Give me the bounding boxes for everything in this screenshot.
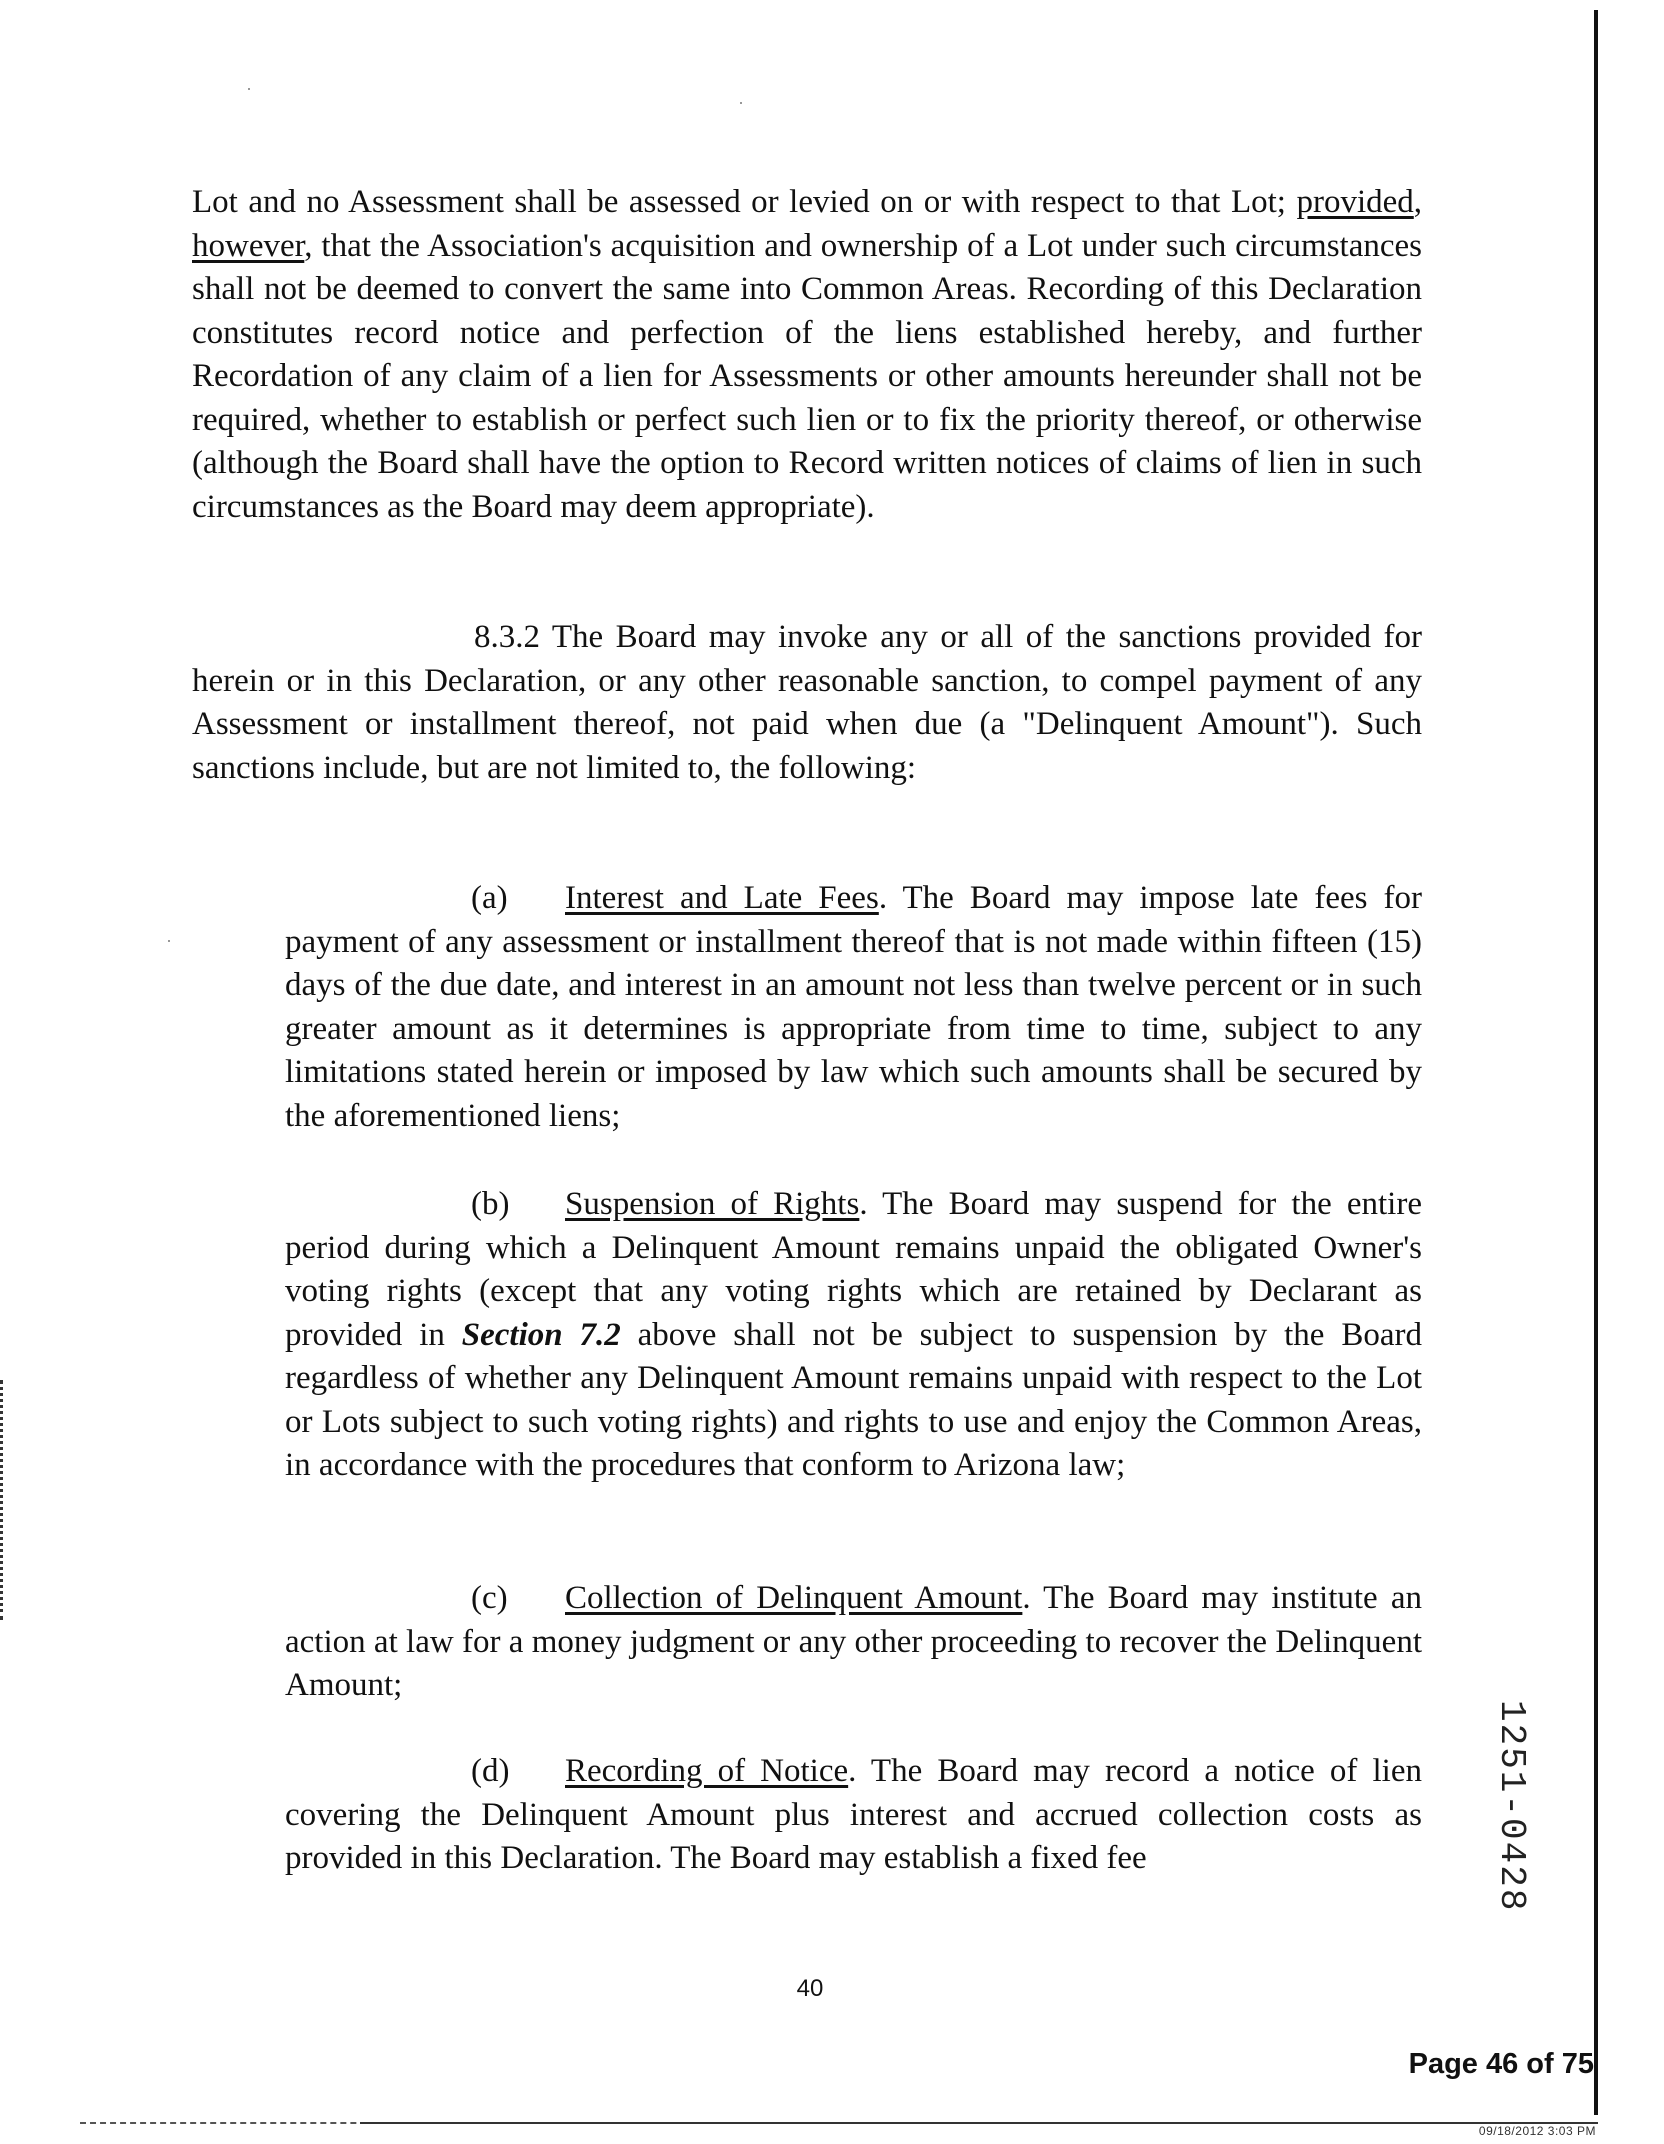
item-c-title: Collection of Delinquent Amount bbox=[565, 1580, 1023, 1616]
item-d-label: (d) bbox=[471, 1753, 510, 1789]
item-d-title: Recording of Notice bbox=[565, 1753, 849, 1789]
item-c-label: (c) bbox=[471, 1580, 508, 1616]
bottom-solid-rule bbox=[360, 2122, 1598, 2124]
item-b-label: (b) bbox=[471, 1186, 510, 1222]
item-a-text: . The Board may impose late fees for payment of any assessment or installment thereof that is not made within fifteen (15) days of the due date, and interest in an amount not less than twelve percent or in such greater amount as it determines is appropriate from time to time, subject to any limitations stated herein or imposed by law which such amounts shall be secured by the aforementioned liens; bbox=[285, 880, 1423, 1134]
stamp-timestamp: 09/18/2012 3:03 PM bbox=[1478, 2124, 1596, 2138]
however-term: however bbox=[192, 227, 305, 264]
paragraph-1-text: Lot and no Assessment shall be assessed or levied on or with respect to that Lot; bbox=[192, 184, 1286, 220]
scan-speck bbox=[168, 940, 170, 942]
section-7-2-reference: Section 7.2 bbox=[461, 1316, 621, 1353]
item-a-interest-late-fees bbox=[285, 877, 1422, 1138]
item-d-text: . The Board may record a notice of lien covering the Delinquent Amount plus interest and accrued collection costs as provided in this Declaration. The Board may establish a fixed fee bbox=[285, 1753, 1422, 1876]
item-c-collection bbox=[285, 1577, 1422, 1708]
left-scan-marks bbox=[0, 1380, 6, 1620]
paragraph-lien-recording bbox=[192, 181, 1422, 529]
item-b-title: Suspension of Rights bbox=[565, 1186, 860, 1222]
item-a-label: (a) bbox=[471, 880, 508, 916]
item-b-text-2: above shall not be subject to suspension by the Board regardless of whether any Delinquent Amount remains unpaid with respect to the Lot or Lots subject to such voting rights) and rights to use and enjoy the Common Areas, in accordance with the procedures that conform to Arizona law; bbox=[285, 1316, 1422, 1483]
item-b-text-1: . The Board may suspend for the entire period during which a Delinquent Amount remains unpaid the obligated Owner's voting rights (except that any voting rights which are retained by Declarant as provided in bbox=[285, 1186, 1422, 1353]
section-8-3-2-text: 8.3.2 The Board may invoke any or all of the sanctions provided for herein or in this Declaration, or any other reasonable sanction, to compel payment of any Assessment or installment thereof, not paid when due (a "Delinquent Amount"). Such sanctions include, but are not limited to, the following: bbox=[192, 619, 1422, 786]
item-d-recording-notice bbox=[285, 1750, 1422, 1881]
page-stamp: Page 46 of 75 bbox=[1408, 2048, 1594, 2080]
section-8-3-2 bbox=[192, 616, 1422, 790]
right-margin-rule bbox=[1594, 10, 1598, 2115]
paragraph-1-comma: , bbox=[1413, 184, 1423, 220]
paragraph-1-rest: , that the Association's acquisition and ownership of a Lot under such circumstances shall not be deemed to convert the same into Common Areas. Recording of this Declaration constitutes record notice and perfection of the liens established hereby, and further Recordation of any claim of a lien for Assessments or other amounts hereunder shall not be required, whether to establish or perfect such lien or to fix the priority thereof, or otherwise (although the Board shall have the option to Record written notices of claims of lien in such circumstances as the Board may deem appropriate). bbox=[192, 227, 1422, 525]
item-a-title: Interest and Late Fees bbox=[565, 880, 879, 916]
page-number: 40 bbox=[796, 1975, 824, 2002]
item-c-text: . The Board may institute an action at law for a money judgment or any other proceeding to recover the Delinquent Amount; bbox=[285, 1580, 1422, 1703]
item-b-suspension-rights bbox=[285, 1183, 1422, 1488]
scan-speck bbox=[740, 102, 742, 104]
recording-number: 1251-0428 bbox=[1491, 1700, 1532, 1913]
scan-speck bbox=[248, 88, 250, 90]
provided-term: provided bbox=[1296, 184, 1414, 220]
